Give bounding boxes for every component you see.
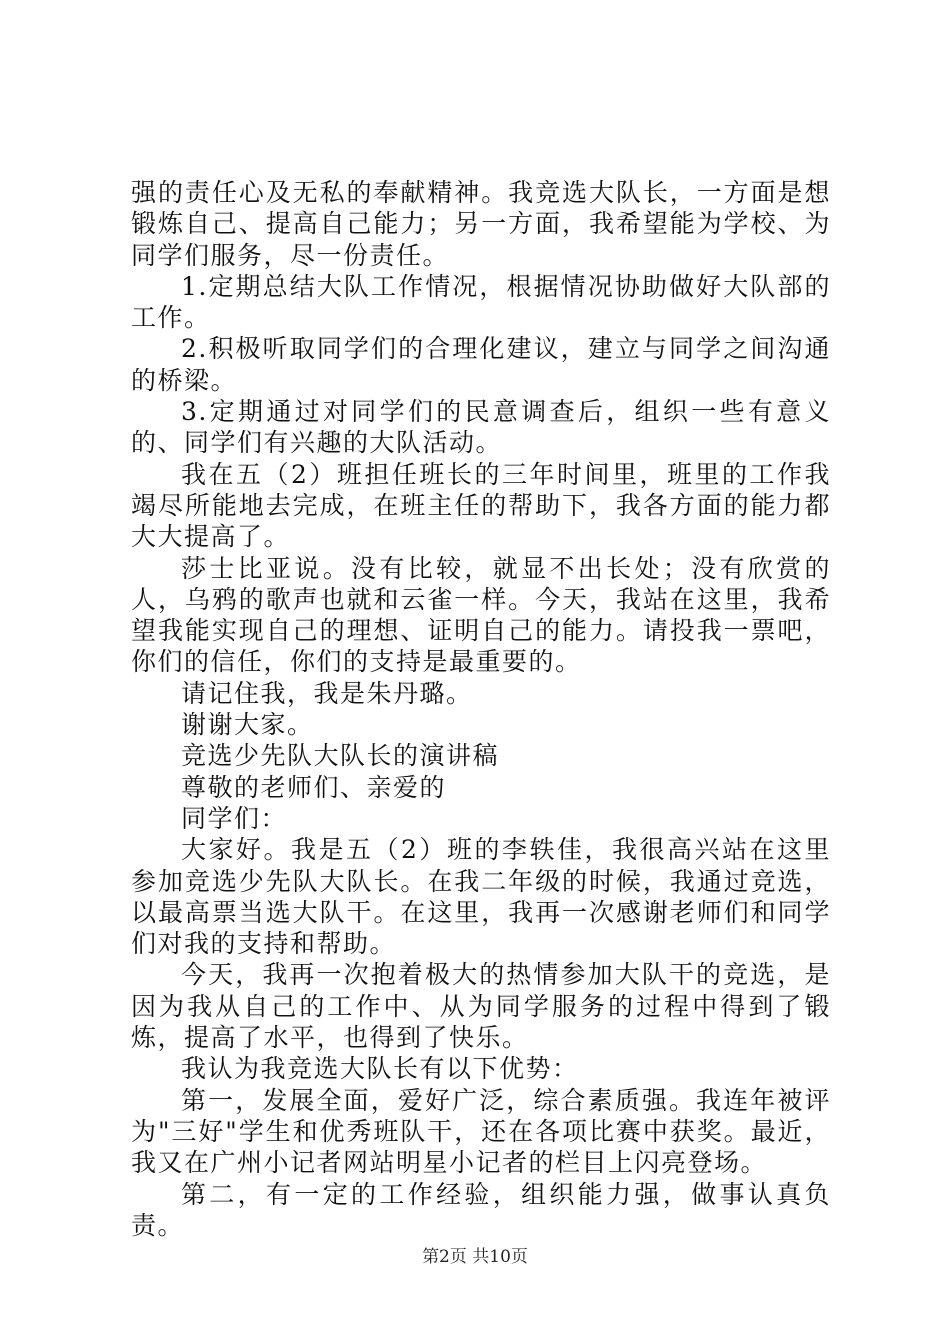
paragraph-class-monitor: 我在五（2）班担任班长的三年时间里，班里的工作我竭尽所能地去完成，在班主任的帮助下，我各方面的能力都大大提高了。: [131, 459, 831, 552]
paragraph-remember-me: 请记住我，我是朱丹璐。: [181, 678, 473, 708]
paragraph-item-3: 3.定期通过对同学们的民意调查后，组织一些有意义的、同学们有兴趣的大队活动。: [131, 397, 831, 458]
paragraph-salutation: 尊敬的老师们、亲爱的: [181, 772, 447, 802]
paragraph-speech-title: 竞选少先队大队长的演讲稿: [181, 741, 500, 771]
page-number: 第2页 共10页: [422, 1247, 528, 1267]
paragraph-salutation-cont: 同学们：: [181, 803, 288, 833]
document-body: [131, 177, 831, 1241]
paragraph-shakespeare: 莎士比亚说。没有比较，就显不出长处；没有欣赏的人，乌鸦的歌声也就和云雀一样。今天，我站在这里，我希望我能实现自己的理想、证明自己的能力。请投我一票吧，你们的信任，你们的支持是最重要的。: [131, 553, 831, 677]
paragraph-greeting: 大家好。我是五（2）班的李轶佳，我很高兴站在这里参加竞选少先队大队长。在我二年级的时候，我通过竞选，以最高票当选大队干。在这里，我再一次感谢老师们和同学们对我的支持和帮助。: [131, 835, 831, 959]
paragraph-advantage-1: 第一，发展全面，爱好广泛，综合素质强。我连年被评为"三好"学生和优秀班队干，还在各项比赛中获奖。最近，我又在广州小记者网站明星小记者的栏目上闪亮登场。: [131, 1085, 831, 1178]
paragraph-continuation: 强的责任心及无私的奉献精神。我竞选大队长，一方面是想锻炼自己、提高自己能力；另一方面，我希望能为学校、为同学们服务，尽一份责任。: [131, 178, 831, 270]
paragraph-advantage-2: 第二，有一定的工作经验，组织能力强，做事认真负责。: [131, 1179, 831, 1240]
paragraph-today: 今天，我再一次抱着极大的热情参加大队干的竞选，是因为我从自己的工作中、从为同学服务的过程中得到了锻炼，提高了水平，也得到了快乐。: [131, 960, 831, 1053]
paragraph-thanks: 谢谢大家。: [181, 710, 314, 740]
paragraph-item-2: 2.积极听取同学们的合理化建议，建立与同学之间沟通的桥梁。: [131, 334, 831, 395]
paragraph-advantages-intro: 我认为我竞选大队长有以下优势：: [181, 1054, 579, 1084]
paragraph-item-1: 1.定期总结大队工作情况，根据情况协助做好大队部的工作。: [131, 271, 831, 333]
